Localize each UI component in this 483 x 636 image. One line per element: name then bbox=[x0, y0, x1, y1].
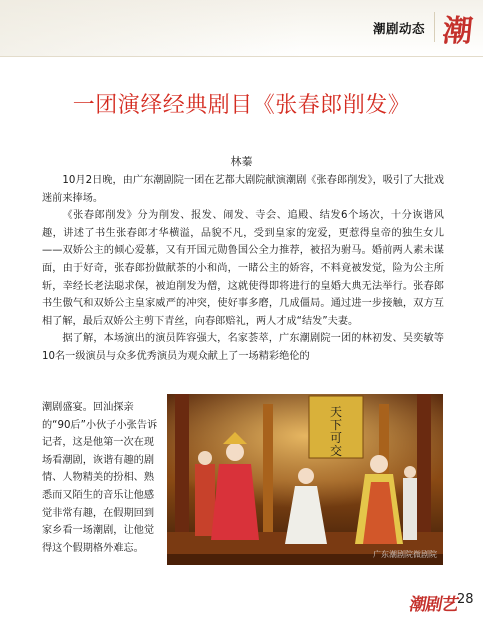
section-logo-mark: 潮 bbox=[440, 14, 475, 49]
photo-watermark: 广东潮剧院微剧院 bbox=[373, 550, 437, 559]
paragraph-3: 据了解，本场演出的演员阵容强大，名家荟萃，广东潮剧院一团的林初发、吴奕敏等10名一级演员与众多优秀演员为观众献上了一场精彩绝伦的 bbox=[42, 333, 444, 362]
page-number: 28 bbox=[457, 592, 474, 607]
paragraph-1: 10月2日晚，由广东潮剧院一团在艺都大剧院献演潮剧《张春郎削发》，吸引了大批戏迷前来捧场。 bbox=[42, 175, 444, 204]
paragraph-2: 《张春郎削发》分为削发、报发、闹发、寺会、追殿、结发6个场次，十分诙谐风趣，讲述了书生张春郎才华横溢，品貌不凡，受到皇家的宠爱，更惹得皇帝的独生女儿——双娇公主的倾心爱慕，又有开国元勋鲁国公全力推荐，被招为驸马。婚前两人素未谋面，由于好奇，张春郎扮做献茶的小和尚，一睹公主的娇容，不料竟被发觉，险为公主所斩，幸经长老法聪求保，被迫削发为僧，这就使得即将进行的皇婚大典无法举行。张春郎书生傲气和双娇公主皇家威严的冲突，使好事多磨，几成僵局。通过进一步接触，双方互相了解，最后双娇公主剪下青丝，向春郎赔礼，两人才成“结发”夫妻。 bbox=[42, 210, 444, 327]
article-continuation: 潮剧盛宴。回汕探亲的“90后”小伙子小张告诉记者，这是他第一次在现场看潮剧，诙谐有趣的剧情、人物精美的扮相、熟悉而又陌生的音乐让他感觉非常有趣，在假期回到家乡看一场潮剧，让他觉得这个假期格外难忘。 bbox=[42, 402, 158, 554]
footer-logo: 潮剧艺 bbox=[407, 595, 460, 615]
article-body bbox=[42, 172, 444, 366]
stage-banner-text: 天下可交 bbox=[329, 405, 343, 458]
stage-photo bbox=[167, 394, 443, 565]
section-label: 潮剧动态 bbox=[372, 21, 425, 36]
stage-photo-graphic bbox=[167, 394, 443, 565]
header-shade bbox=[0, 0, 300, 56]
header-divider bbox=[434, 12, 435, 42]
header-bar bbox=[0, 0, 483, 57]
article-title: 一团演绎经典剧目《张春郎削发》 bbox=[72, 93, 411, 118]
article-author: 林蓁 bbox=[230, 155, 253, 168]
